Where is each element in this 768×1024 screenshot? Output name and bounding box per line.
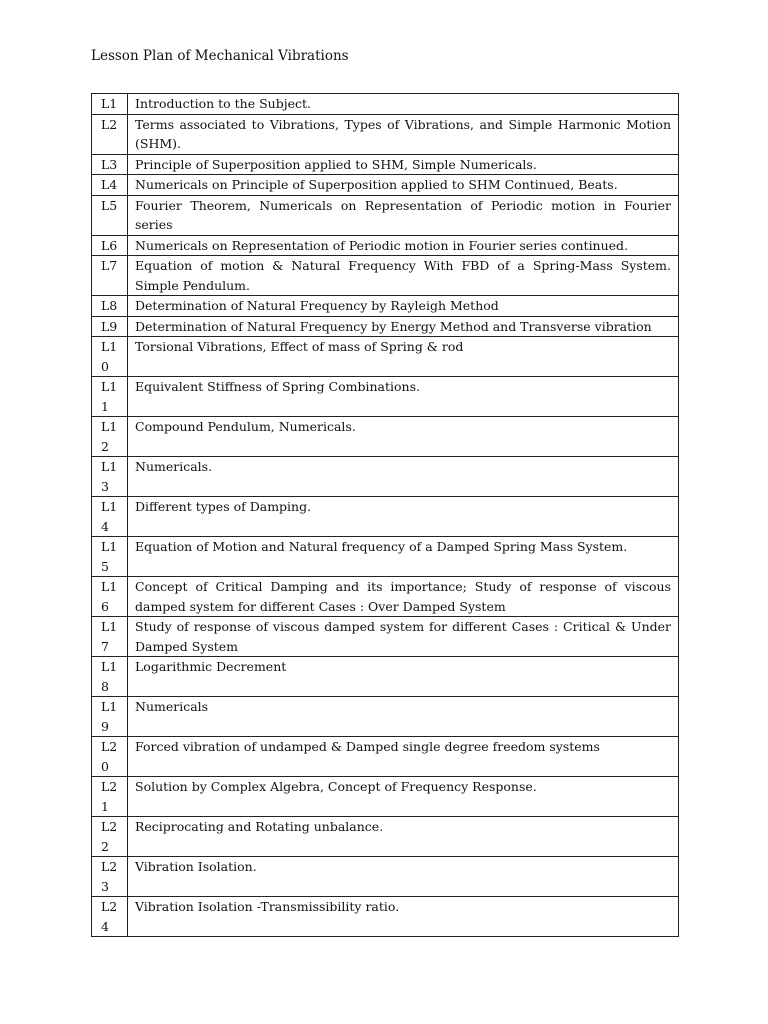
lesson-topic: Equation of Motion and Natural frequency of a Damped Spring Mass System. xyxy=(128,537,679,577)
lesson-code: L21 xyxy=(92,777,128,817)
lesson-row xyxy=(92,175,679,196)
lesson-code: L17 xyxy=(92,617,128,657)
lesson-code: L18 xyxy=(92,657,128,697)
lesson-row xyxy=(92,114,679,154)
lesson-code: L15 xyxy=(92,537,128,577)
lesson-code: L12 xyxy=(92,417,128,457)
lesson-row xyxy=(92,537,679,577)
lesson-topic: Equation of motion & Natural Frequency With FBD of a Spring-Mass System. Simple Pendulum. xyxy=(128,256,679,296)
lesson-topic: Numericals on Representation of Periodic motion in Fourier series continued. xyxy=(128,235,679,256)
lesson-code: L23 xyxy=(92,857,128,897)
lesson-row xyxy=(92,777,679,817)
lesson-code: L9 xyxy=(92,316,128,337)
lesson-plan-body xyxy=(92,94,679,937)
lesson-row xyxy=(92,457,679,497)
lesson-row xyxy=(92,235,679,256)
lesson-row xyxy=(92,497,679,537)
lesson-topic: Numericals xyxy=(128,697,679,737)
lesson-code: L22 xyxy=(92,817,128,857)
lesson-topic: Compound Pendulum, Numericals. xyxy=(128,417,679,457)
lesson-code: L1 xyxy=(92,94,128,115)
lesson-row xyxy=(92,737,679,777)
lesson-topic: Determination of Natural Frequency by Energy Method and Transverse vibration xyxy=(128,316,679,337)
lesson-code: L7 xyxy=(92,256,128,296)
lesson-topic: Fourier Theorem, Numericals on Representation of Periodic motion in Fourier series xyxy=(128,195,679,235)
lesson-code: L13 xyxy=(92,457,128,497)
lesson-plan-table xyxy=(91,93,679,937)
lesson-row xyxy=(92,154,679,175)
lesson-code: L8 xyxy=(92,296,128,317)
lesson-topic: Introduction to the Subject. xyxy=(128,94,679,115)
lesson-code: L20 xyxy=(92,737,128,777)
lesson-row xyxy=(92,377,679,417)
lesson-row xyxy=(92,417,679,457)
lesson-code: L10 xyxy=(92,337,128,377)
lesson-row xyxy=(92,256,679,296)
lesson-topic: Numericals on Principle of Superposition applied to SHM Continued, Beats. xyxy=(128,175,679,196)
lesson-row xyxy=(92,857,679,897)
lesson-topic: Reciprocating and Rotating unbalance. xyxy=(128,817,679,857)
lesson-row xyxy=(92,296,679,317)
lesson-topic: Logarithmic Decrement xyxy=(128,657,679,697)
lesson-row xyxy=(92,195,679,235)
page-title: Lesson Plan of Mechanical Vibrations xyxy=(91,48,349,64)
lesson-code: L19 xyxy=(92,697,128,737)
lesson-topic: Solution by Complex Algebra, Concept of Frequency Response. xyxy=(128,777,679,817)
lesson-code: L5 xyxy=(92,195,128,235)
lesson-code: L24 xyxy=(92,897,128,937)
lesson-row xyxy=(92,897,679,937)
lesson-topic: Study of response of viscous damped system for different Cases : Critical & Under Damped System xyxy=(128,617,679,657)
lesson-topic: Different types of Damping. xyxy=(128,497,679,537)
lesson-row xyxy=(92,817,679,857)
lesson-topic: Principle of Superposition applied to SHM, Simple Numericals. xyxy=(128,154,679,175)
lesson-topic: Torsional Vibrations, Effect of mass of Spring & rod xyxy=(128,337,679,377)
lesson-topic: Concept of Critical Damping and its importance; Study of response of viscous damped system for different Cases : Over Damped System xyxy=(128,577,679,617)
lesson-code: L2 xyxy=(92,114,128,154)
lesson-row xyxy=(92,577,679,617)
lesson-code: L16 xyxy=(92,577,128,617)
lesson-topic: Equivalent Stiffness of Spring Combinations. xyxy=(128,377,679,417)
lesson-topic: Determination of Natural Frequency by Rayleigh Method xyxy=(128,296,679,317)
lesson-row xyxy=(92,94,679,115)
lesson-topic: Vibration Isolation. xyxy=(128,857,679,897)
lesson-row xyxy=(92,617,679,657)
lesson-code: L4 xyxy=(92,175,128,196)
lesson-row xyxy=(92,657,679,697)
lesson-topic: Vibration Isolation -Transmissibility ratio. xyxy=(128,897,679,937)
lesson-topic: Forced vibration of undamped & Damped single degree freedom systems xyxy=(128,737,679,777)
lesson-code: L14 xyxy=(92,497,128,537)
lesson-topic: Terms associated to Vibrations, Types of Vibrations, and Simple Harmonic Motion (SHM). xyxy=(128,114,679,154)
lesson-code: L6 xyxy=(92,235,128,256)
lesson-code: L11 xyxy=(92,377,128,417)
lesson-row xyxy=(92,697,679,737)
lesson-row xyxy=(92,337,679,377)
lesson-code: L3 xyxy=(92,154,128,175)
lesson-row xyxy=(92,316,679,337)
lesson-topic: Numericals. xyxy=(128,457,679,497)
